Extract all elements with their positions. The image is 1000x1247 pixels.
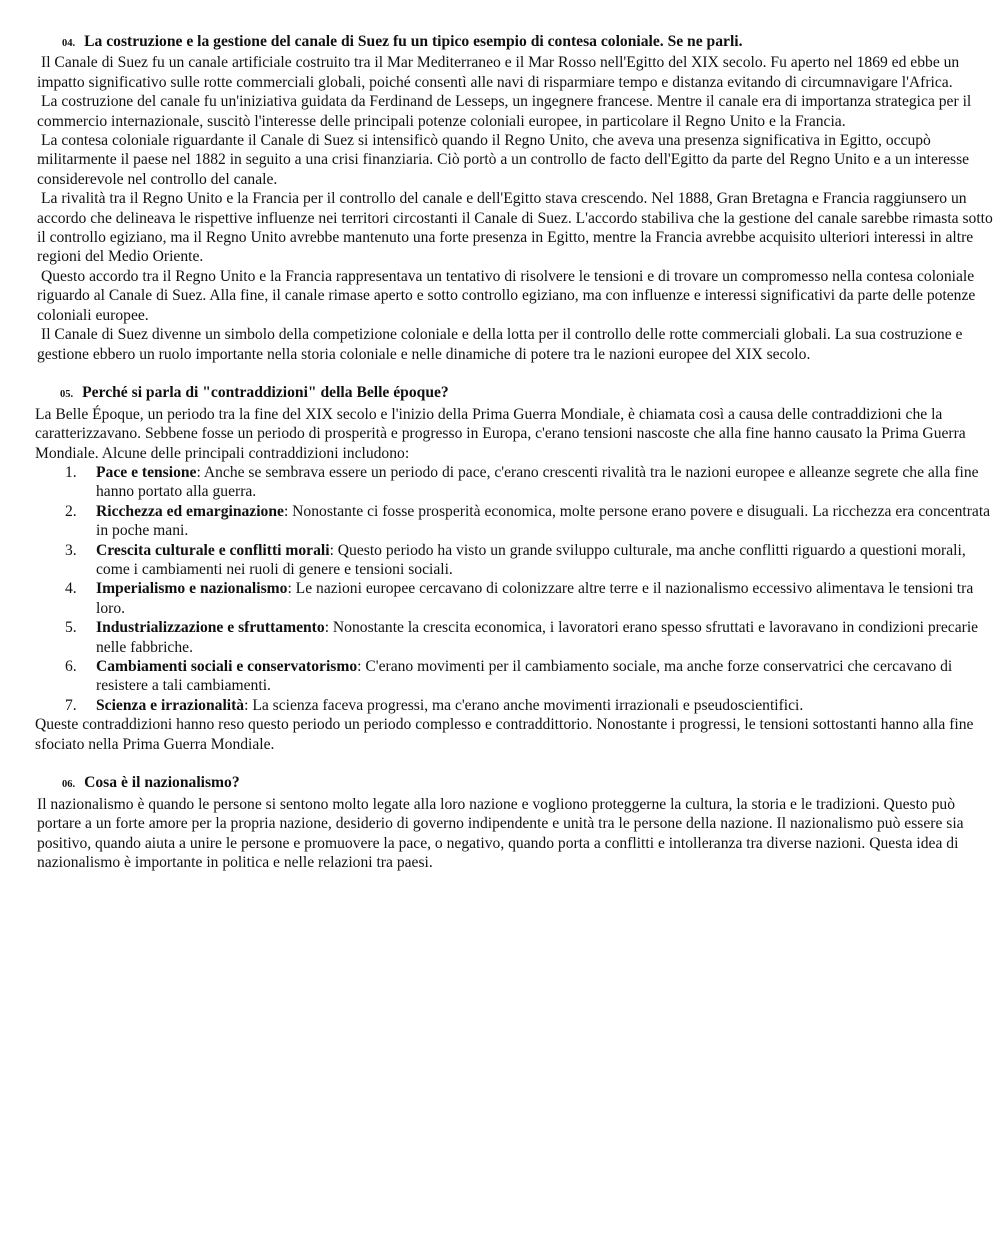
list-item	[35, 463, 993, 502]
list-item-number: 4.	[65, 580, 77, 598]
conclusion-paragraph: Queste contraddizioni hanno reso questo periodo un periodo complesso e contraddittorio. Nonostante i progressi, le tensioni sottostanti hanno alla fine sfociato nella Prima Guerra Mondiale.	[35, 716, 974, 753]
paragraph: Il Canale di Suez divenne un simbolo della competizione coloniale e della lotta per il controllo delle rotte commerciali globali. La sua costruzione e gestione ebbero un ruolo importante nella storia coloniale e nelle dinamiche di potere tra le nazioni europee del XIX secolo.	[37, 326, 963, 363]
paragraph: Il nazionalismo è quando le persone si sentono molto legate alla loro nazione e vogliono proteggerne la cultura, la storia e le tradizioni. Questo può portare a un forte amore per la propria nazione, desiderio di governo indipendente e unità tra le persone della nazione. Il nazionalismo può essere sia positivo, quando aiuta a unire le persone e promuovere la pace, o negativo, quando porta a conflitti e intolleranza tra diverse nazioni. Questa idea di nazionalismo è importante in politica e nelle relazioni tra paesi.	[37, 795, 964, 872]
paragraph: La rivalità tra il Regno Unito e la Francia per il controllo del canale e dell'Egitto stava crescendo. Nel 1888, Gran Bretagna e Francia raggiunsero un accordo che delineava le rispettive influenze nei territori circostanti il Canale di Suez. L'accordo stabiliva che la gestione del canale sarebbe rimasta sotto il controllo egiziano, ma il Regno Unito avrebbe mantenuto una forte presenza in Egitto, mentre la Francia avrebbe acquisito ulteriori interessi in altre regioni del Medio Oriente.	[37, 190, 993, 266]
list-item-number: 3.	[65, 541, 77, 559]
section-05	[35, 383, 993, 754]
question-heading	[37, 32, 993, 53]
list-item	[35, 541, 993, 580]
intro-paragraph: La Belle Époque, un periodo tra la fine del XIX secolo e l'inizio della Prima Guerra Mondiale, è chiamata così a causa delle contraddizioni che la caratterizzavano. Sebbene fosse un periodo di prosperità e progresso in Europa, c'erano tensioni nascoste che alla fine hanno causato la Prima Guerra Mondiale. Alcune delle principali contraddizioni includono:	[35, 405, 966, 462]
list-item	[35, 696, 993, 715]
section-04	[37, 32, 993, 364]
question-number: 04.	[62, 38, 76, 49]
paragraph: Il Canale di Suez fu un canale artificiale costruito tra il Mar Mediterraneo e il Mar Rosso nell'Egitto del XIX secolo. Fu aperto nel 1869 ed ebbe un impatto significativo sulle rotte commerciali globali, poiché consentì alle navi di risparmiare tempo e distanza evitando di circumnavigare l'Africa.	[37, 54, 960, 91]
list-item	[35, 579, 993, 618]
list-item-term: Industrializzazione e sfruttamento	[96, 619, 325, 637]
question-number: 05.	[60, 389, 74, 401]
list-item-text: : C'erano movimenti per il cambiamento sociale, ma anche forze conservatrici che cercavano di resistere a tali cambiamenti.	[96, 657, 953, 695]
list-item-number: 1.	[65, 463, 77, 481]
list-item-text: : Le nazioni europee cercavano di colonizzare altre terre e il nazionalismo eccessivo alimentava le tensioni tra loro.	[96, 580, 974, 617]
list-item-text: : Nonostante ci fosse prosperità economica, molte persone erano povere e disuguali. La ricchezza era concentrata in poche mani.	[96, 502, 991, 540]
paragraph: La contesa coloniale riguardante il Canale di Suez si intensificò quando il Regno Unito, che aveva una presenza significativa in Egitto, occupò militarmente il paese nel 1882 in seguito a una crisi finanziaria. Ciò portò a un controllo de facto dell'Egitto da parte del Regno Unito e a un interesse considerevole nel controllo del canale.	[37, 132, 970, 188]
list-item	[35, 618, 993, 657]
list-item	[35, 657, 993, 696]
question-text: Perché si parla di "contraddizioni" della Belle époque?	[82, 384, 449, 402]
list-item-text: : La scienza faceva progressi, ma c'erano anche movimenti irrazionali e pseudoscientifici.	[244, 696, 804, 714]
list-item-term: Ricchezza ed emarginazione	[96, 502, 284, 520]
list-item-number: 5.	[65, 619, 77, 637]
contradictions-list	[35, 463, 993, 715]
list-item-term: Crescita culturale e conflitti morali	[96, 541, 330, 559]
paragraph: Questo accordo tra il Regno Unito e la Francia rappresentava un tentativo di risolvere le tensioni e di trovare un compromesso nella contesa coloniale riguardo al Canale di Suez. Alla fine, il canale rimase aperto e sotto controllo egiziano, ma con influenze e interessi significativi da parte delle potenze coloniali europee.	[37, 267, 976, 324]
list-item-text: : Nonostante la crescita economica, i lavoratori erano spesso sfruttati e lavoravano in condizioni precarie nelle fabbriche.	[96, 619, 979, 656]
list-item	[35, 502, 993, 541]
list-item-text: : Questo periodo ha visto un grande sviluppo culturale, ma anche conflitti riguardo a questioni morali, come i cambiamenti nei ruoli di genere e tensioni sociali.	[96, 541, 966, 578]
paragraph: La costruzione del canale fu un'iniziativa guidata da Ferdinand de Lesseps, un ingegnere francese. Mentre il canale era di importanza strategica per il commercio internazionale, suscitò l'interesse delle principali potenze coloniali europee, in particolare il Regno Unito e la Francia.	[37, 93, 972, 130]
list-item-number: 2.	[65, 502, 77, 520]
list-item-number: 7.	[65, 696, 77, 714]
question-number: 06.	[62, 779, 76, 791]
question-text: La costruzione e la gestione del canale di Suez fu un tipico esempio di contesa coloniale. Se ne parli.	[84, 33, 743, 50]
section-06	[37, 773, 993, 872]
question-heading	[37, 773, 993, 794]
list-item-term: Scienza e irrazionalità	[96, 696, 245, 714]
question-text: Cosa è il nazionalismo?	[84, 774, 240, 792]
list-item-term: Pace e tensione	[96, 463, 197, 481]
list-item-term: Imperialismo e nazionalismo	[96, 580, 288, 598]
list-item-term: Cambiamenti sociali e conservatorismo	[96, 657, 358, 675]
question-heading	[35, 383, 993, 404]
list-item-number: 6.	[65, 657, 77, 675]
document-page	[37, 32, 993, 872]
list-item-text: : Anche se sembrava essere un periodo di pace, c'erano crescenti rivalità tra le nazioni europee e alleanze segrete che alla fine hanno portato alla guerra.	[96, 463, 979, 501]
